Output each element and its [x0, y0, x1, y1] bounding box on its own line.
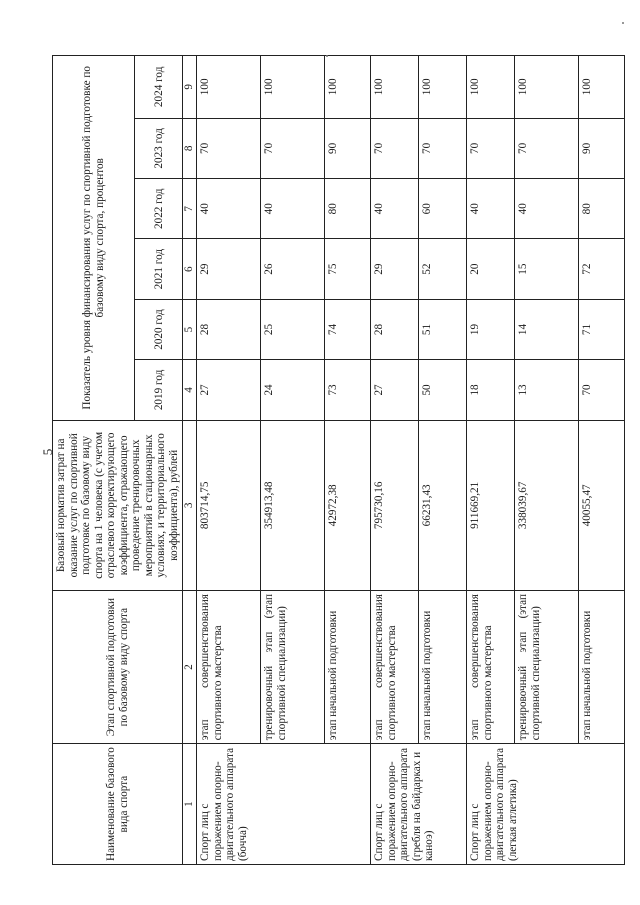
value-cell: 24: [261, 360, 325, 420]
value-cell: 26: [261, 239, 325, 299]
cost-cell: 40055,47: [579, 420, 625, 590]
value-cell: 74: [325, 299, 371, 359]
sport-name-cell: Спорт лиц с поражением опорно-двигательного аппарата (гребля на байдарках и каноэ): [371, 744, 467, 865]
header-year: 2019 год: [135, 360, 183, 420]
column-number: 4: [183, 360, 197, 420]
value-cell: 40: [467, 179, 515, 239]
value-cell: 40: [197, 179, 261, 239]
value-cell: 51: [419, 299, 467, 359]
header-year: 2022 год: [135, 179, 183, 239]
cost-cell: 66231,43: [419, 420, 467, 590]
value-cell: 100: [261, 56, 325, 119]
stage-cell: этап совершенствования спортивного мастерства: [467, 591, 515, 744]
cost-cell: 803714,75: [197, 420, 261, 590]
value-cell: 29: [197, 239, 261, 299]
column-number: 9: [183, 56, 197, 119]
cost-cell: 338039,67: [515, 420, 579, 590]
table-row: [371, 56, 419, 865]
value-cell: 19: [467, 299, 515, 359]
column-number: 6: [183, 239, 197, 299]
value-cell: 70: [197, 118, 261, 178]
value-cell: 27: [371, 360, 419, 420]
sport-name-cell: Спорт лиц с поражением опорно-двигательного аппарата (бочча): [197, 744, 371, 865]
cost-cell: 795730,16: [371, 420, 419, 590]
value-cell: 90: [579, 118, 625, 178]
value-cell: 100: [579, 56, 625, 119]
value-cell: 50: [419, 360, 467, 420]
stage-cell: этап начальной подготовки: [419, 591, 467, 744]
value-cell: 100: [467, 56, 515, 119]
rotated-page: [52, 55, 594, 865]
table-row: [325, 56, 371, 865]
value-cell: 73: [325, 360, 371, 420]
header-year: 2023 год: [135, 118, 183, 178]
stage-cell: этап совершенствования спортивного мастерства: [197, 591, 261, 744]
table-row: [197, 56, 261, 865]
header-year: 2024 год: [135, 56, 183, 119]
cost-cell: 42972,38: [325, 420, 371, 590]
stage-cell: этап начальной подготовки: [325, 591, 371, 744]
value-cell: 13: [515, 360, 579, 420]
value-cell: 70: [467, 118, 515, 178]
value-cell: 29: [371, 239, 419, 299]
value-cell: 75: [325, 239, 371, 299]
header-year: 2020 год: [135, 299, 183, 359]
value-cell: 80: [579, 179, 625, 239]
value-cell: 90: [325, 118, 371, 178]
value-cell: 70: [419, 118, 467, 178]
value-cell: 100: [419, 56, 467, 119]
column-number: 8: [183, 118, 197, 178]
value-cell: 20: [467, 239, 515, 299]
table-row: [579, 56, 625, 865]
header-stage: Этап спортивной подготовки по базовому виду спорта: [53, 591, 183, 744]
value-cell: 71: [579, 299, 625, 359]
value-cell: 14: [515, 299, 579, 359]
value-cell: 18: [467, 360, 515, 420]
value-cell: 70: [515, 118, 579, 178]
value-cell: 72: [579, 239, 625, 299]
stage-cell: тренировочный этап (этап спортивной специализации): [261, 591, 325, 744]
value-cell: 15: [515, 239, 579, 299]
value-cell: 70: [579, 360, 625, 420]
value-cell: 40: [515, 179, 579, 239]
column-number: 7: [183, 179, 197, 239]
value-cell: 80: [325, 179, 371, 239]
value-cell: 40: [261, 179, 325, 239]
table-row: [515, 56, 579, 865]
scan-speck: [326, 55, 328, 57]
value-cell: 60: [419, 179, 467, 239]
header-indicator: Показатель уровня финансирования услуг по спортивной подготовке по базовому виду спорта, процентов: [53, 56, 135, 421]
value-cell: 100: [515, 56, 579, 119]
value-cell: 100: [371, 56, 419, 119]
column-number: 3: [183, 420, 197, 590]
value-cell: 100: [197, 56, 261, 119]
table-row: [419, 56, 467, 865]
stage-cell: этап начальной подготовки: [579, 591, 625, 744]
scan-speck: [622, 22, 624, 24]
header-cost: Базовый норматив затрат на оказание услуг по спортивной подготовке по базовому виду спорта на 1 человека (с учетом отраслевого корректирующего коэффициента, отражающего проведение тренировочных мероприятий в стационарных условиях, и территориального коэффициента), рублей: [53, 420, 183, 590]
cost-cell: 911669,21: [467, 420, 515, 590]
header-sport: Наименование базового вида спорта: [53, 744, 183, 865]
page-number: 5: [40, 448, 55, 456]
financing-table: [52, 55, 625, 865]
cost-cell: 354913,48: [261, 420, 325, 590]
value-cell: 52: [419, 239, 467, 299]
value-cell: 70: [261, 118, 325, 178]
value-cell: 27: [197, 360, 261, 420]
table-row: [261, 56, 325, 865]
stage-cell: этап совершенствования спортивного мастерства: [371, 591, 419, 744]
value-cell: 28: [197, 299, 261, 359]
table-row: [467, 56, 515, 865]
value-cell: 25: [261, 299, 325, 359]
column-number: 1: [183, 744, 197, 865]
header-year: 2021 год: [135, 239, 183, 299]
sport-name-cell: Спорт лиц с поражением опорно-двигательного аппарата (легкая атлетика): [467, 744, 625, 865]
column-number: 5: [183, 299, 197, 359]
stage-cell: тренировочный этап (этап спортивной специализации): [515, 591, 579, 744]
column-number: 2: [183, 591, 197, 744]
value-cell: 28: [371, 299, 419, 359]
value-cell: 100: [325, 56, 371, 119]
value-cell: 40: [371, 179, 419, 239]
value-cell: 70: [371, 118, 419, 178]
